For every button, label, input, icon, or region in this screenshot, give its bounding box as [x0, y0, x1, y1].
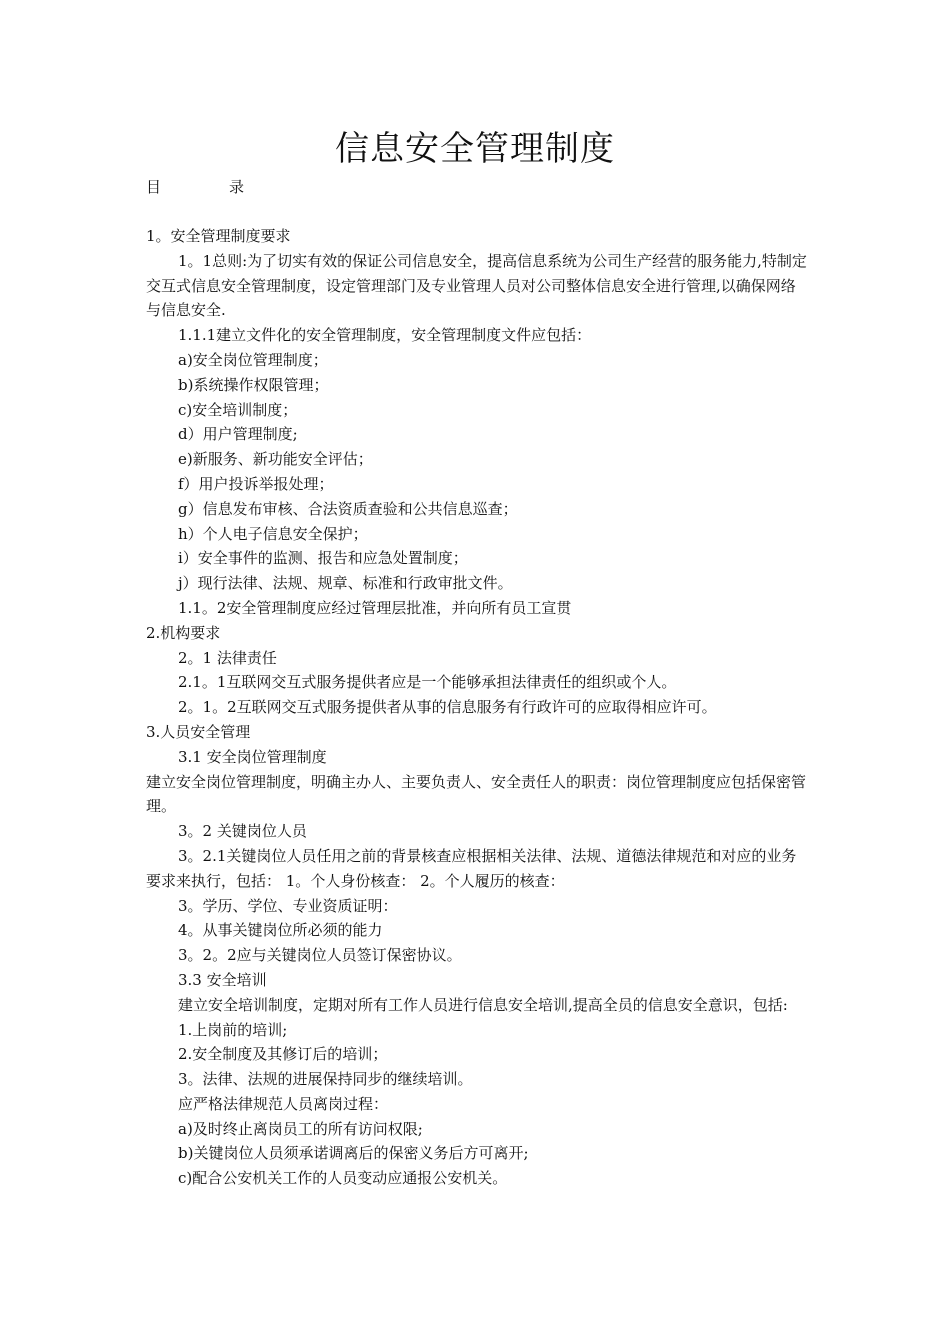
list-item: d）用户管理制度;: [178, 425, 298, 444]
paragraph: 3。2。2应与关键岗位人员签订保密协议。: [178, 946, 462, 965]
list-item: a)及时终止离岗员工的所有访问权限;: [178, 1119, 423, 1138]
list-item: e)新服务、新功能安全评估；: [178, 450, 373, 469]
paragraph: 1。1总则:为了切实有效的保证公司信息安全，提高信息系统为公司生产经营的服务能力,特制定交互式信息安全管理制度，设定管理部门及专业管理人员对公司整体信息安全进行管理,以确保网络与信息安全.: [146, 251, 807, 320]
subsection-heading: 3。2 关键岗位人员: [178, 822, 307, 841]
list-item: j）现行法律、法规、规章、标准和行政审批文件。: [178, 574, 513, 593]
paragraph: 应严格法律规范人员离岗过程：: [178, 1094, 389, 1113]
subsection-heading: 1.1.1建立文件化的安全管理制度，安全管理制度文件应包括：: [178, 326, 592, 345]
list-item: c)安全培训制度；: [178, 400, 298, 419]
subsection-heading: 2。1 法律责任: [178, 648, 277, 667]
list-item: a)安全岗位管理制度；: [178, 350, 328, 369]
section-heading: 1。安全管理制度要求: [146, 227, 291, 245]
list-item: h）个人电子信息安全保护；: [178, 524, 368, 543]
list-item: 2.安全制度及其修订后的培训；: [178, 1045, 388, 1064]
toc-char-left: 目: [146, 178, 162, 196]
list-item: c)配合公安机关工作的人员变动应通报公安机关。: [178, 1169, 508, 1188]
list-item: b)系统操作权限管理；: [178, 375, 329, 394]
paragraph: 3。2.1关键岗位人员任用之前的背景核查应根据相关法律、法规、道德法律规范和对应的业务要求来执行，包括： 1。个人身份核查： 2。个人履历的核查：: [146, 846, 797, 890]
document-title: 信息安全管理制度: [335, 129, 615, 169]
list-item: 1.上岗前的培训;: [178, 1020, 288, 1039]
section-heading: 2.机构要求: [146, 623, 221, 642]
paragraph: 2。1。2互联网交互式服务提供者从事的信息服务有行政许可的应取得相应许可。: [178, 698, 717, 717]
table-of-contents-heading: [146, 176, 244, 198]
section-heading: 3.人员安全管理: [146, 722, 251, 741]
paragraph: 建立安全岗位管理制度，明确主办人、主要负责人、安全责任人的职责：岗位管理制度应包括保密管理。: [146, 772, 807, 816]
subsection-heading: 3.3 安全培训: [178, 970, 267, 989]
document-body: [146, 224, 808, 1191]
list-item: i）安全事件的监测、报告和应急处置制度；: [178, 549, 468, 568]
list-item: 4。从事关键岗位所必须的能力: [178, 921, 383, 940]
toc-char-right: 录: [229, 178, 245, 196]
list-item: b)关键岗位人员须承诺调离后的保密义务后方可离开;: [178, 1144, 529, 1163]
list-item: 3。学历、学位、专业资质证明：: [178, 896, 398, 915]
list-item: 3。法律、法规的进展保持同步的继续培训。: [178, 1070, 473, 1089]
paragraph: 2.1。1互联网交互式服务提供者应是一个能够承担法律责任的组织或个人。: [178, 673, 677, 692]
subsection-heading: 1.1。2安全管理制度应经过管理层批准，并向所有员工宣贯: [178, 598, 572, 617]
subsection-heading: 3.1 安全岗位管理制度: [178, 747, 327, 766]
list-item: g）信息发布审核、合法资质查验和公共信息巡查；: [178, 499, 518, 518]
list-item: f）用户投诉举报处理；: [178, 474, 334, 493]
paragraph: 建立安全培训制度，定期对所有工作人员进行信息安全培训,提高全员的信息安全意识，包括:: [178, 995, 788, 1014]
